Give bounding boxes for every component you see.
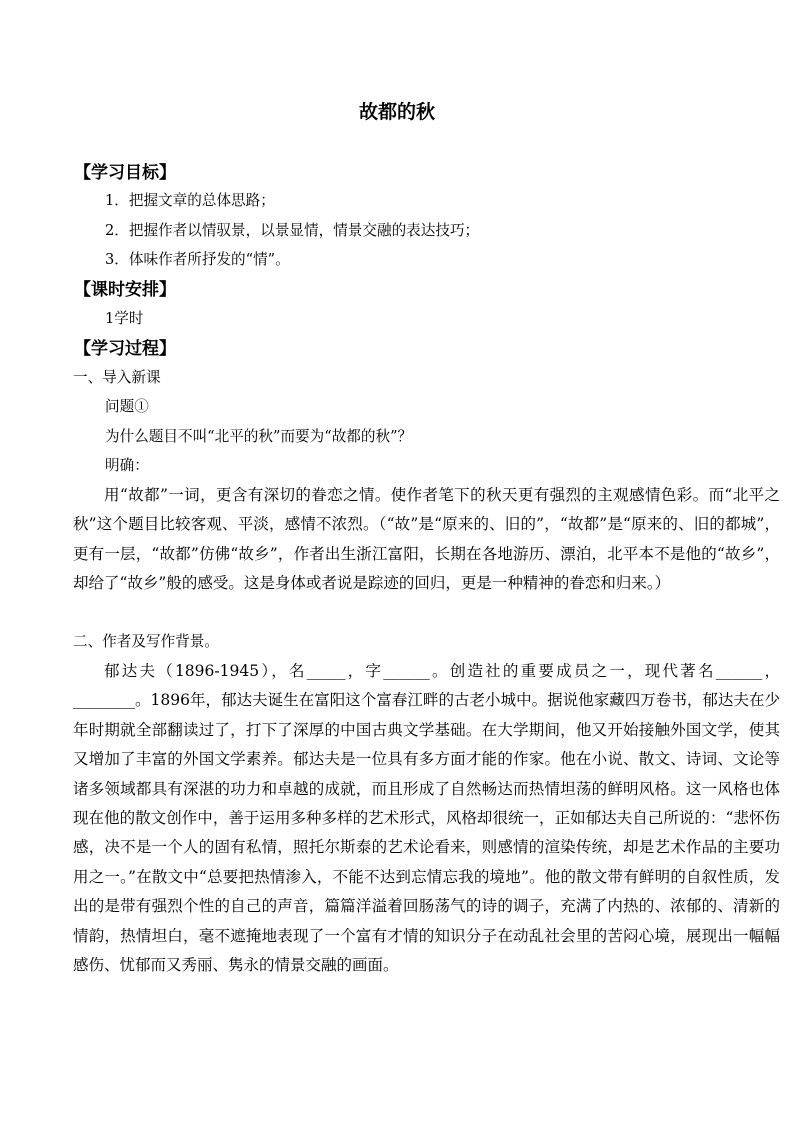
section-heading-goals: 【学习目标】 bbox=[74, 163, 176, 183]
answer-paragraph: 用“故都”一词，更含有深切的眷恋之情。使作者笔下的秋天更有强烈的主观感情色彩。而“北平之秋”这个题目比较客观、平淡，感情不浓烈。（“故”是“原来的、旧的”，“故都”是“原来的、旧的都城”，更有一层，“故都”仿佛“故乡”，作者出生浙江富阳，长期在各地游历、漂泊，北平本不是他的“故乡”，却给了“故乡”般的感受。这是身体或者说是踪迹的回归，更是一种精神的眷恋和归来。） bbox=[73, 486, 780, 593]
goal-item: 1．把握文章的总体思路； bbox=[105, 192, 275, 209]
question-label: 问题① bbox=[105, 398, 149, 415]
question-text: 为什么题目不叫“北平的秋”而要为“故都的秋”？ bbox=[105, 428, 413, 445]
section-heading-schedule: 【课时安排】 bbox=[74, 280, 176, 300]
schedule-text: 1学时 bbox=[105, 310, 144, 327]
author-background-paragraph: 郁达夫（1896-1945），名_____，字______。创造社的重要成员之一，现代著名______，________。1896年，郁达夫诞生在富阳这个富春江畔的古老小城中。据说他家藏四万卷书，郁达夫在少年时期就全部翻读过了，打下了深厚的中国古典文学基础。在大学期间，他又开始接触外国文学，使其又增加了丰富的外国文学素养。郁达夫是一位具有多方面才能的作家。他在小说、散文、诗词、文论等诸多领域都具有深湛的功力和卓越的成就，而且形成了自然畅达而热情坦荡的鲜明风格。这一风格也体现在他的散文创作中，善于运用多种多样的艺术形式，风格却很统一，正如郁达夫自己所说的：“悲怀伤感，决不是一个人的固有私情，照托尔斯泰的艺术论看来，则感情的渲染传统，却是艺术作品的主要功用之一。”在散文中“总要把热情渗入，不能不达到忘情忘我的境地”。他的散文带有鲜明的自叙性质，发出的是带有强烈个性的自己的声音，篇篇洋溢着回肠荡气的诗的调子，充满了内热的、浓郁的、清新的情韵，热情坦白，毫不遮掩地表现了一个富有才情的知识分子在动乱社会里的苦闷心境，展现出一幅幅感伤、忧郁而又秀丽、隽永的情景交融的画面。 bbox=[73, 662, 780, 975]
goal-item: 2．把握作者以情驭景，以景显情，情景交融的表达技巧； bbox=[105, 222, 480, 239]
section-heading-process: 【学习过程】 bbox=[74, 339, 176, 359]
goal-item: 3．体味作者所抒发的“情”。 bbox=[105, 251, 290, 268]
answer-label: 明确： bbox=[105, 457, 149, 474]
part1-heading: 一、导入新课 bbox=[73, 369, 161, 386]
part2-heading: 二、作者及写作背景。 bbox=[73, 633, 219, 650]
page-title: 故都的秋 bbox=[358, 101, 435, 123]
